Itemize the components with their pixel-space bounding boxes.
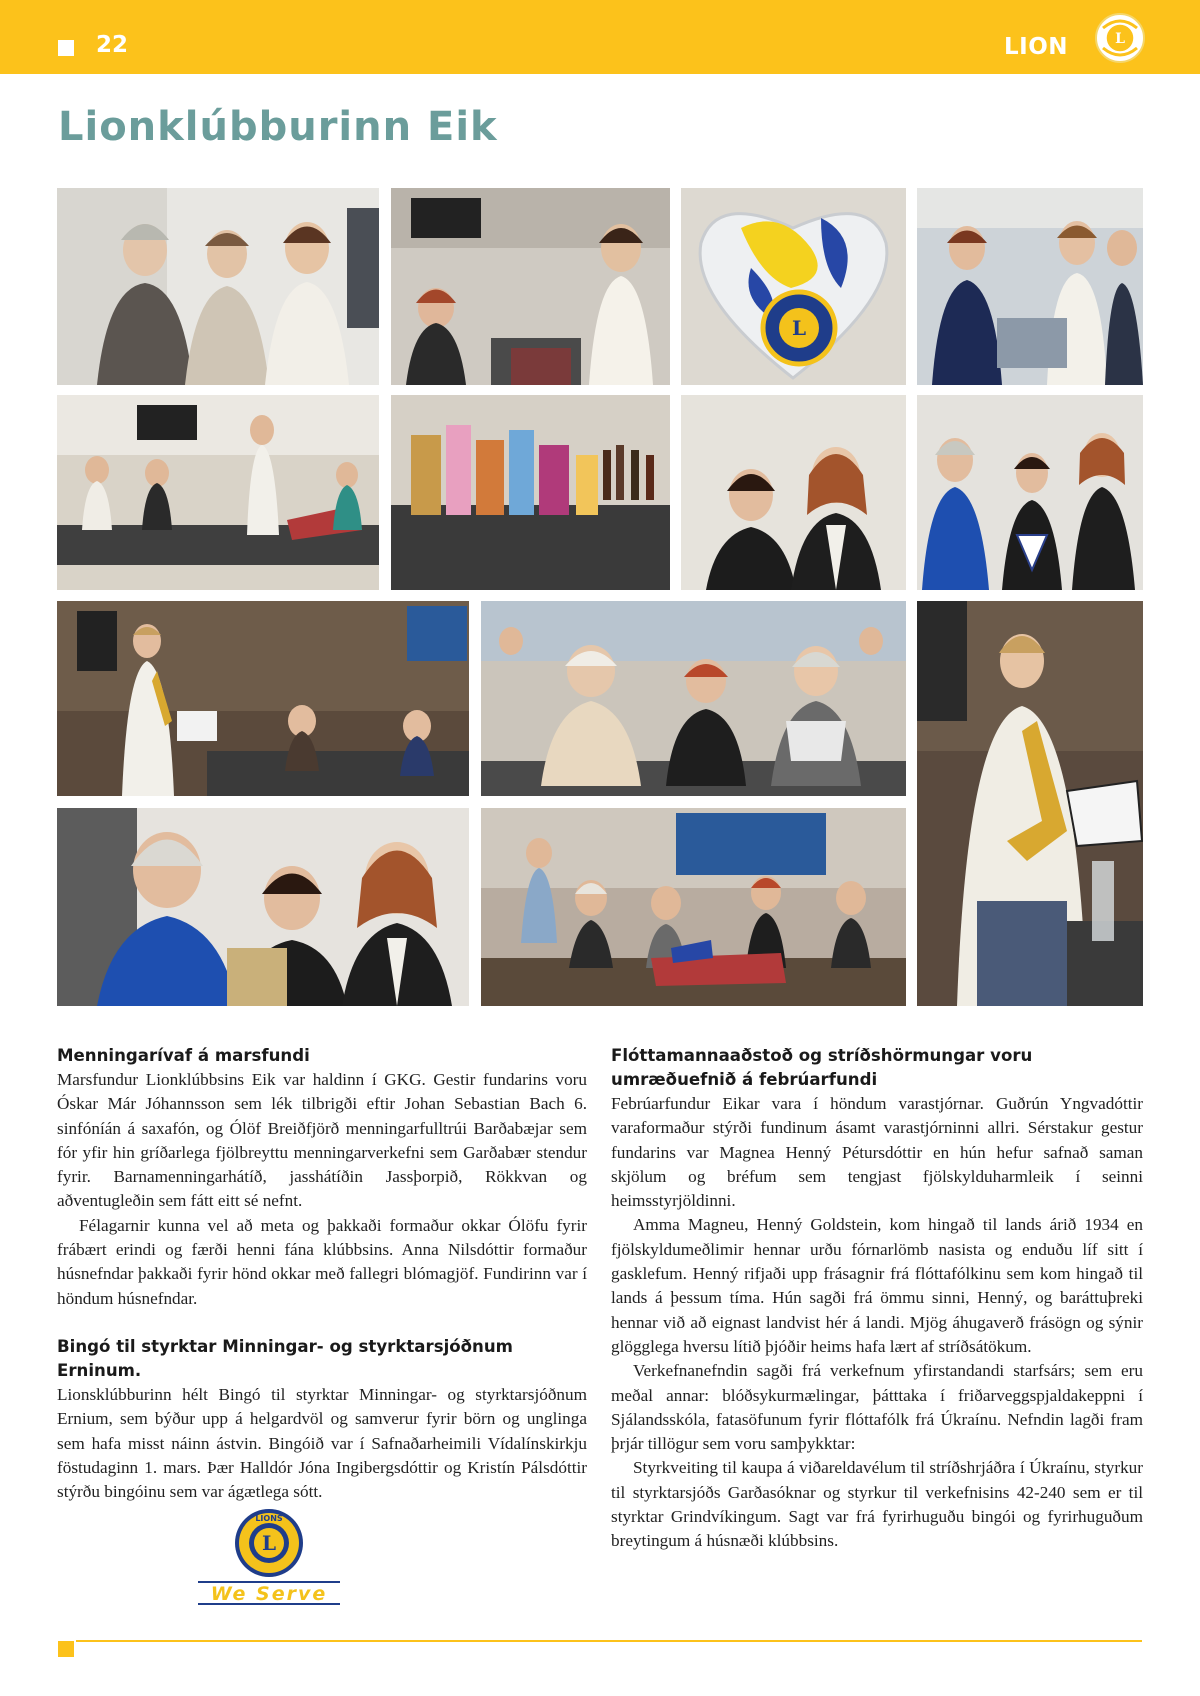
paragraph: Amma Magneu, Henný Goldstein, kom hingað til lands árið 1934 en fjölskyldumeðlimir hennar urðu fórnarlömb nasista og enduðu líf sitt í gasklefum. Henný rifjaði upp frásagnir frá flóttafólkinu sem kom hingað til lands á þessum tíma. Hún sagði frá ömmu sinni, Henný, og baráttuþreki hennar við að eignast landvist hér á landi. Mjög áhugaverð frásögn og sýnir glögglega hversu lítið þjóðir heims hafa lært af stríðsátökum. [611, 1215, 1143, 1356]
paragraph: Lionsklúbburinn hélt Bingó til styrktar Minningar- og styrktarsjóðnum Ernium, sem býður upp á helgardvöl og samverur fyrir börn og unglinga sem hafa misst náinn ástvin. Bingóið var í Safnaðarheimili Vídalínskirkju föstudaginn 1. mars. Þær Halldór Jóna Ingibergsdóttir og Kristín Pálsdóttir stýrðu bingóinu sem var ágætlega sótt. [57, 1384, 587, 1502]
section-heading-march: Menningarívaf á marsfundi [57, 1046, 310, 1065]
section-heading-bingo: Bingó til styrktar Minningar- og styrktarsjóðnum Erninum. [57, 1336, 513, 1380]
section-heading-february: Flóttamannaaðstoð og stríðshörmungar voru umræðuefnið á febrúarfundi [611, 1046, 1033, 1089]
photo-bingo-prizes-table [391, 395, 670, 590]
we-serve-slogan: We Serve [210, 1583, 328, 1605]
header-bar [0, 0, 1200, 74]
photo-three-women-posing [57, 188, 379, 385]
photo-seated-audience [481, 601, 906, 796]
photo-saxophonist-playing-room [57, 601, 469, 796]
paragraph: Marsfundur Lionklúbbsins Eik var haldinn í GKG. Gestir fundarins voru Óskar Már Jóhannsson sem lék tilbrigði eftir Johan Sebastian Bach 6. sinfóníán á saxafón, og Ólöf Breiðfjörð menningarfulltrúi Barðabæjar sem fór yfir hin gríðarlega fjölbreyttu menningarverkefni sem Garðabær stendur fyrir. Barnamenningarhátíð, jasshátíðin Jassþorpið, Rökkvan og aðventugleðin sem fátt eitt sé nefnt. [57, 1070, 587, 1211]
photo-two-women-smiling [681, 395, 906, 590]
footer-square-icon [58, 1641, 74, 1657]
photo-meeting-room-speaker [57, 395, 379, 590]
lions-logo-icon [1094, 12, 1146, 64]
footer-rule [76, 1640, 1142, 1642]
photo-three-women-with-gift [57, 808, 469, 1006]
left-column [57, 1044, 587, 1504]
svg-text:L: L [261, 1531, 277, 1555]
paragraph: Febrúarfundur Eikar vara í höndum varastjórnar. Guðrún Yngvadóttir varaformaður stýrði fundinum ásamt varastjórninni allri. Sérstakur gestur fundarins var Magnea Henný Pétursdóttir en hún hefur safnað saman skjölum og bréfum sem tengjast fjölskylduharmleik í seinni heimsstyrjöldinni. [611, 1094, 1143, 1211]
lions-we-serve-logo-icon [196, 1505, 342, 1605]
photo-woman-speaking-microphone [391, 188, 670, 385]
photo-women-at-table-with-items [917, 188, 1143, 385]
paragraph: Styrkveiting til kaupa á viðareldavélum til stríðshrjáðra í Úkraínu, styrkur til styrktarsjóðs Garðasóknar og styrkur til verkefnisins 42-240 sem er til styrktar Grindvíkingum. Sagt var frá fyrirhuguðu bingói og fyrirhuguðum breytingum á húsnæði klúbbsins. [611, 1458, 1143, 1551]
right-column [611, 1044, 1143, 1554]
svg-text:LIONS: LIONS [255, 1514, 283, 1523]
photo-guests-at-table-with-flags [481, 808, 906, 1006]
paragraph: Verkefnanefndin sagði frá verkefnum yfirstandandi starfsárs; sem eru meðal annar: blóðsykurmælingar, þátttaka í friðarveggspjaldakeppni í Sjálandsskóla, fatasöfunum fyrir flóttafólk frá Úkraínu. Nefndin lagði fram þrjár tillögur sem voru samþykktar: [611, 1361, 1143, 1454]
photo-three-women-with-pennant [917, 395, 1143, 590]
svg-text:L: L [791, 316, 807, 340]
photo-saxophonist-closeup [917, 601, 1143, 1006]
magazine-name: LION [1004, 34, 1069, 60]
page-number: 22 [96, 32, 129, 58]
paragraph: Félagarnir kunna vel að meta og þakkaði formaður okkar Ólöfu fyrir frábært erindi og færði henni fána klúbbsins. Anna Nilsdóttir formaður húsnefndar þakkaði fyrir hönd okkar með fallegri blómagjöf. Fundirinn var í höndum húsnefndar. [57, 1215, 587, 1308]
header-square-icon [58, 40, 74, 56]
photo-glass-heart-lions-emblem [681, 188, 906, 385]
svg-text:L: L [1115, 31, 1125, 47]
article-title: Lionklúbburinn Eik [58, 104, 498, 150]
